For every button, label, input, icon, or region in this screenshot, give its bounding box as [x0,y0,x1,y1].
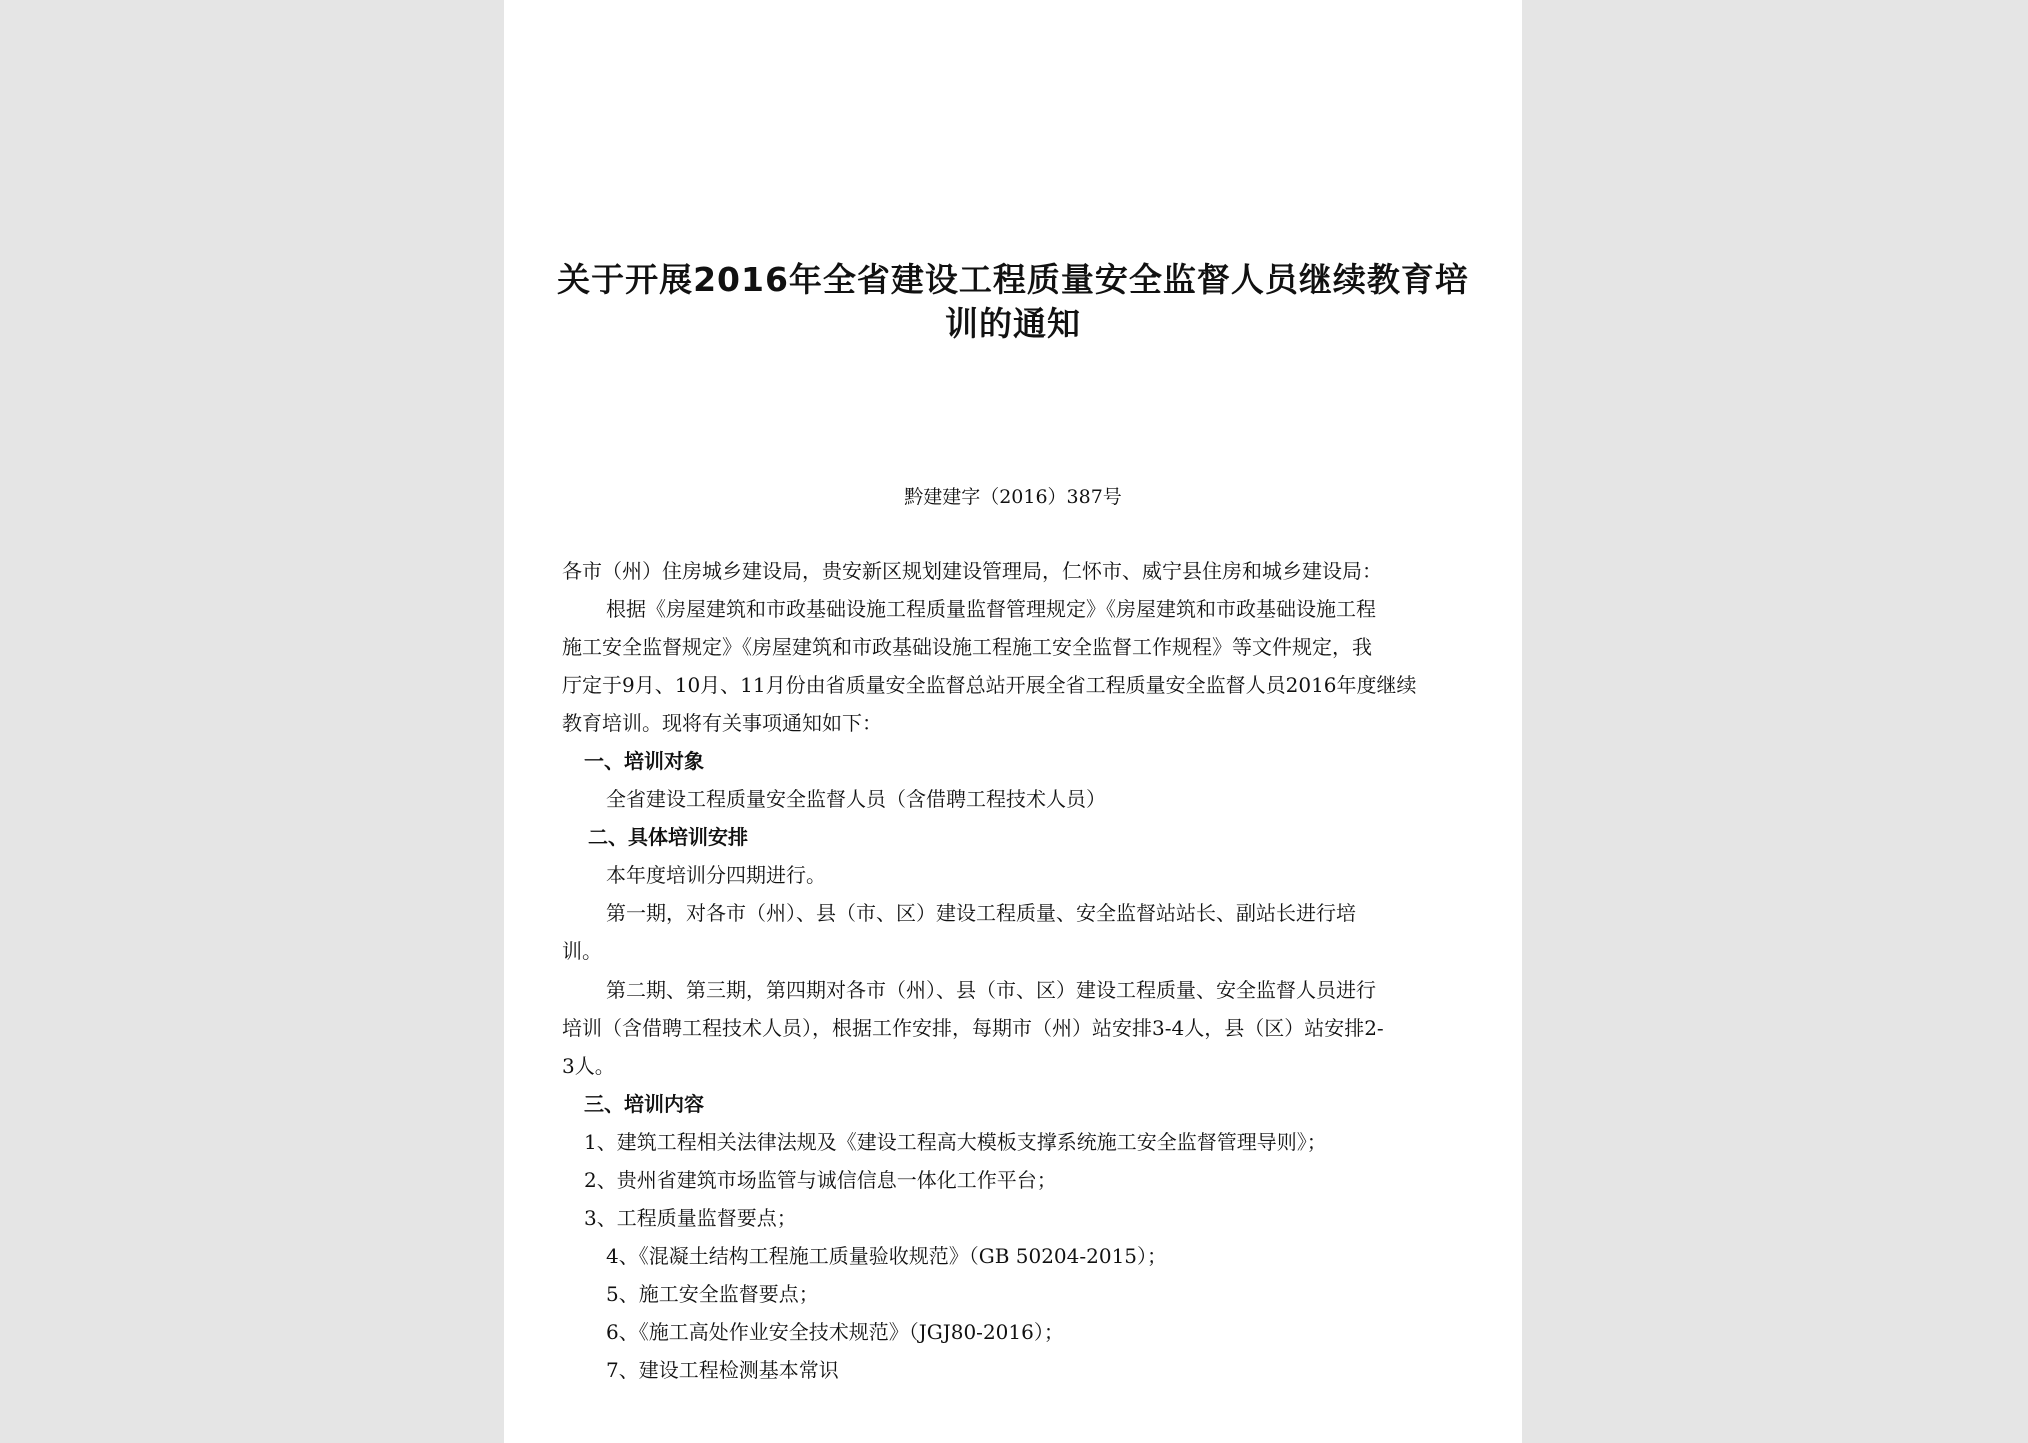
section-heading: 三、培训内容 [584,1092,704,1116]
document-title: 关于开展2016年全省建设工程质量安全监督人员继续教育培训的通知 [557,260,1469,343]
body-line: 全省建设工程质量安全监督人员（含借聘工程技术人员） [606,787,1106,811]
body-line: 培训（含借聘工程技术人员），根据工作安排，每期市（州）站安排3-4人，县（区）站安排2- [562,1016,1384,1040]
document-page [504,0,1522,1443]
list-item: 6、《施工高处作业安全技术规范》（JGJ80-2016）； [606,1320,1064,1344]
body-line: 施工安全监督规定》《房屋建筑和市政基础设施工程施工安全监督工作规程》等文件规定，我 [562,635,1372,659]
body-line: 3人。 [562,1054,615,1078]
list-item: 3、工程质量监督要点； [584,1206,797,1230]
list-item: 1、建筑工程相关法律法规及《建设工程高大模板支撑系统施工安全监督管理导则》； [584,1130,1327,1154]
body-line: 第二期、第三期，第四期对各市（州）、县（市、区）建设工程质量、安全监督人员进行 [606,978,1376,1002]
addressee-line: 各市（州）住房城乡建设局，贵安新区规划建设管理局，仁怀市、威宁县住房和城乡建设局： [562,559,1382,583]
list-item: 2、贵州省建筑市场监管与诚信信息一体化工作平台； [584,1168,1057,1192]
body-line: 厅定于9月、10月、11月份由省质量安全监督总站开展全省工程质量安全监督人员2016年度继续 [562,673,1417,697]
body-line: 训。 [562,939,602,963]
list-item: 7、建设工程检测基本常识 [606,1358,839,1382]
section-heading: 二、具体培训安排 [588,825,748,849]
section-heading: 一、培训对象 [584,749,704,773]
body-line: 教育培训。现将有关事项通知如下： [562,711,882,735]
list-item: 5、施工安全监督要点； [606,1282,819,1306]
list-item: 4、《混凝土结构工程施工质量验收规范》（GB 50204-2015）； [606,1244,1168,1268]
body-line: 本年度培训分四期进行。 [606,863,826,887]
body-line: 根据《房屋建筑和市政基础设施工程质量监督管理规定》《房屋建筑和市政基础设施工程 [606,597,1376,621]
body-line: 第一期，对各市（州）、县（市、区）建设工程质量、安全监督站站长、副站长进行培 [606,901,1356,925]
document-number: 黔建建字（2016）387号 [904,486,1122,508]
